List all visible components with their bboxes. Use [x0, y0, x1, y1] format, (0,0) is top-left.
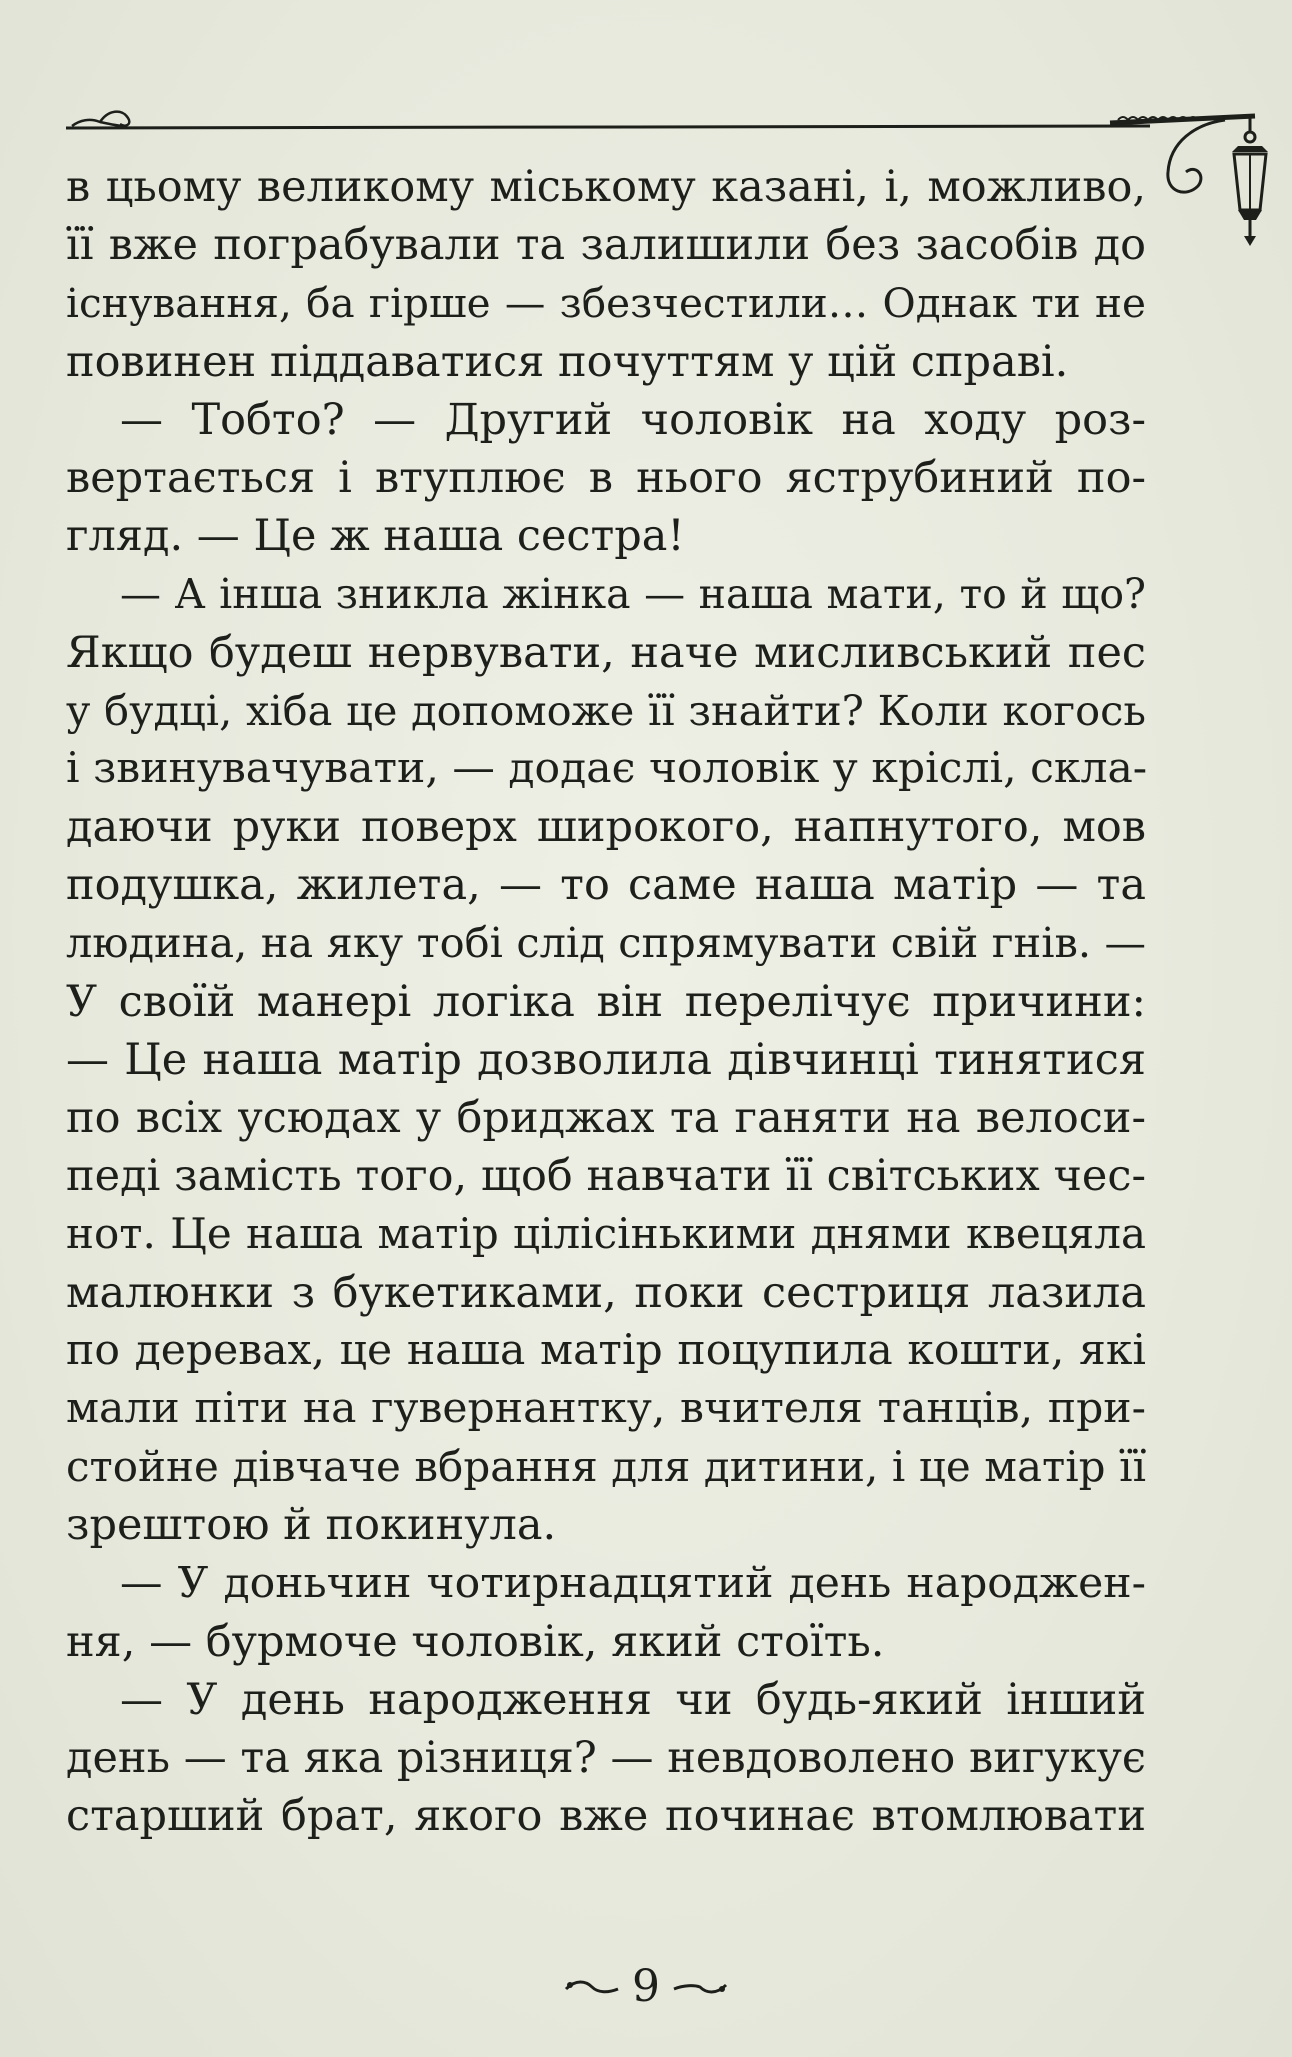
text-line: — А інша зникла жінка — наша мати, то й що?	[120, 570, 1146, 619]
text-line: в цьому великому міському казані, і, можливо,	[66, 162, 1146, 212]
text-line: даючи руки поверх широкого, напнутого, мов	[66, 802, 1146, 853]
text-line: існування, ба гірше — збезчестили… Однак ти не	[66, 279, 1146, 328]
folio-flourish-left	[562, 1975, 622, 1999]
text-line: по всіх усюдах у бриджах та ганяти на велоси-	[66, 1093, 1146, 1143]
text-line: у будці, хіба це допоможе її знайти? Коли когось	[66, 685, 1146, 735]
text-line: ня, — бурмоче чоловік, який стоїть.	[66, 1616, 885, 1667]
text-line: — У доньчин чотирнадцятий день народжен-	[120, 1558, 1146, 1608]
text-line: день — та яка різниця? — невдоволено вигукує	[66, 1733, 1146, 1784]
text-line: подушка, жилета, — то саме наша матір — та	[66, 860, 1146, 911]
text-line: мали піти на гувернантку, вчителя танців, при-	[66, 1383, 1146, 1433]
text-line: і звинувачувати, — додає чоловік у кріслі, скла-	[66, 743, 1148, 793]
text-line: стойне дівчаче вбрання для дитини, і це матір її	[66, 1442, 1146, 1492]
page-footer	[0, 1961, 1292, 2025]
text-line: У своїй манері логіка він перелічує причини:	[66, 976, 1146, 1027]
text-line: — Тобто? — Другий чоловік на ходу роз-	[120, 394, 1146, 445]
text-line: педі замість того, щоб навчати її світських чес-	[66, 1151, 1146, 1202]
text-line: зрештою й покинула.	[66, 1500, 557, 1551]
text-line: повинен піддаватися почуттям у цій справі.	[66, 336, 1069, 387]
text-line: малюнки з букетиками, поки сестриця лазила	[66, 1267, 1146, 1318]
text-line: по деревах, це наша матір поцупила кошти, які	[66, 1325, 1146, 1375]
text-line: гляд. — Це ж наша сестра!	[66, 511, 685, 562]
text-line: — Це наша матір дозволила дівчинці тинятися	[66, 1034, 1146, 1085]
text-line: старший брат, якого вже починає втомлювати	[66, 1791, 1146, 1842]
text-line: — У день народження чи будь-який інший	[120, 1674, 1146, 1725]
text-line: людина, на яку тобі слід спрямувати свій гнів. —	[66, 918, 1146, 968]
folio-flourish-right	[670, 1975, 730, 1999]
text-line: Якщо будеш нервувати, наче мисливський пес	[66, 627, 1146, 678]
text-line: її вже пограбували та залишили без засобів до	[66, 220, 1146, 271]
page-number: 9	[632, 1961, 660, 2012]
text-line: вертається і втуплює в нього яструбиний по-	[66, 452, 1146, 503]
text-line: нот. Це наша матір цілісінькими днями квецяла	[66, 1209, 1146, 1259]
lantern-icon	[1232, 114, 1268, 246]
body-text	[66, 158, 1146, 1845]
